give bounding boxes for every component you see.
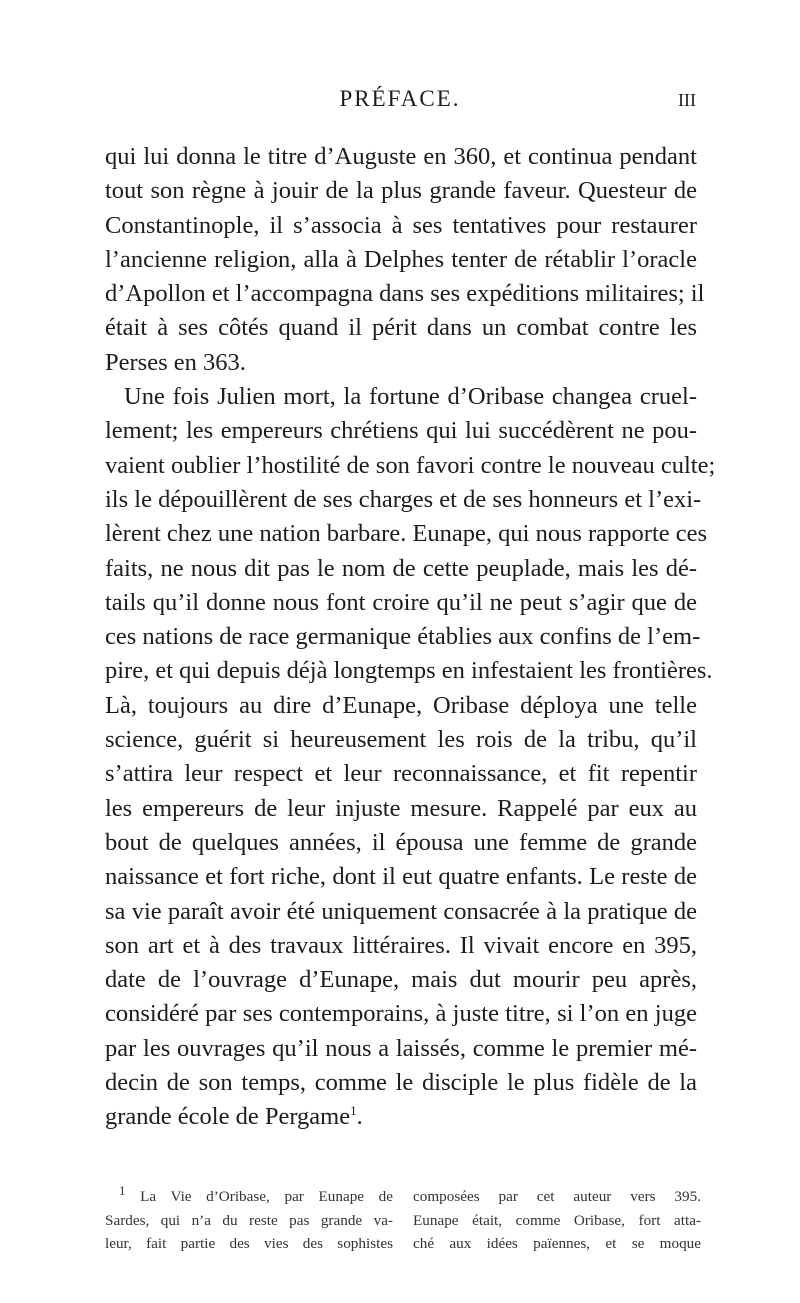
text-line: sa vie paraît avoir été uniquement consacrée à la pratique de (105, 897, 697, 925)
text-line: naissance et fort riche, dont il eut quatre enfants. Le reste de (105, 863, 697, 891)
text-line: Une fois Julien mort, la fortune d’Oribase changea cruel- (124, 383, 697, 411)
text-line-final (105, 1100, 697, 1134)
footnote-line-text: La Vie d’Oribase, par Eunape de (140, 1188, 393, 1205)
text-line: l’ancienne religion, alla à Delphes tenter de rétablir l’oracle (105, 245, 697, 273)
text-line: date de l’ouvrage d’Eunape, mais dut mourir peu après, (105, 966, 697, 994)
text-line: lement; les empereurs chrétiens qui lui succédèrent ne pou- (105, 417, 697, 445)
text-line: Perses en 363. (105, 348, 246, 376)
text-line: bout de quelques années, il épousa une femme de grande (105, 828, 697, 856)
footnote-line: Eunape était, comme Oribase, fort atta- (413, 1211, 701, 1229)
page-number: III (678, 90, 696, 110)
text-line: qui lui donna le titre d’Auguste en 360, et continua pendant (105, 143, 697, 170)
text-line: les empereurs de leur injuste mesure. Rappelé par eux au (105, 794, 697, 822)
footnote-line: leur, fait partie des vies des sophistes (105, 1235, 393, 1252)
text-line: decin de son temps, comme le disciple le plus fidèle de la (105, 1069, 697, 1097)
footnote-column-right (413, 1185, 701, 1256)
footnote-line: Sardes, qui n’a du reste pas grande va- (105, 1211, 393, 1229)
body-text (105, 140, 716, 1135)
running-title: PRÉFACE. (339, 86, 461, 111)
footnote-column-left (105, 1182, 393, 1256)
text-line: pire, et qui depuis déjà longtemps en infestaient les frontières. (105, 657, 713, 685)
text-line: était à ses côtés quand il périt dans un combat contre les (105, 314, 697, 342)
footnote-line: ché aux idées païennes, et se moque (413, 1235, 701, 1252)
text-line: par les ouvrages qu’il nous a laissés, comme le premier mé- (105, 1034, 697, 1062)
footnote-reference[interactable]: 1 (350, 1103, 357, 1119)
text-line: considéré par ses contemporains, à juste titre, si l’on en juge (105, 1000, 697, 1028)
footnote-marker: 1 (119, 1182, 126, 1198)
footnote-line (105, 1182, 393, 1209)
text-line: science, guérit si heureusement les rois de la tribu, qu’il (105, 726, 697, 754)
text-line: ils le dépouillèrent de ses charges et de ses honneurs et l’exi- (105, 485, 702, 513)
text-line: Constantinople, il s’associa à ses tentatives pour restaurer (105, 211, 697, 239)
text-line: d’Apollon et l’accompagna dans ses expéditions militaires; il (105, 280, 705, 308)
text-line-content: grande école de Pergame (105, 1103, 351, 1131)
text-line: tout son règne à jouir de la plus grande faveur. Questeur de (105, 177, 697, 205)
text-line: s’attira leur respect et leur reconnaissance, et fit repentir (105, 760, 697, 788)
footnote-line: composées par cet auteur vers 395. (413, 1188, 701, 1205)
text-line: faits, ne nous dit pas le nom de cette peuplade, mais les dé- (105, 554, 697, 582)
text-line: ces nations de race germanique établies aux confins de l’em- (105, 623, 701, 651)
text-line: tails qu’il donne nous font croire qu’il ne peut s’agir que de (105, 588, 697, 616)
end-punctuation: . (356, 1103, 363, 1131)
text-line: lèrent chez une nation barbare. Eunape, qui nous rapporte ces (105, 520, 708, 548)
text-line: Là, toujours au dire d’Eunape, Oribase déploya une telle (105, 691, 697, 719)
page-header (0, 86, 800, 126)
text-line: vaient oublier l’hostilité de son favori contre le nouveau culte; (105, 451, 716, 479)
text-line: son art et à des travaux littéraires. Il vivait encore en 395, (105, 931, 697, 959)
